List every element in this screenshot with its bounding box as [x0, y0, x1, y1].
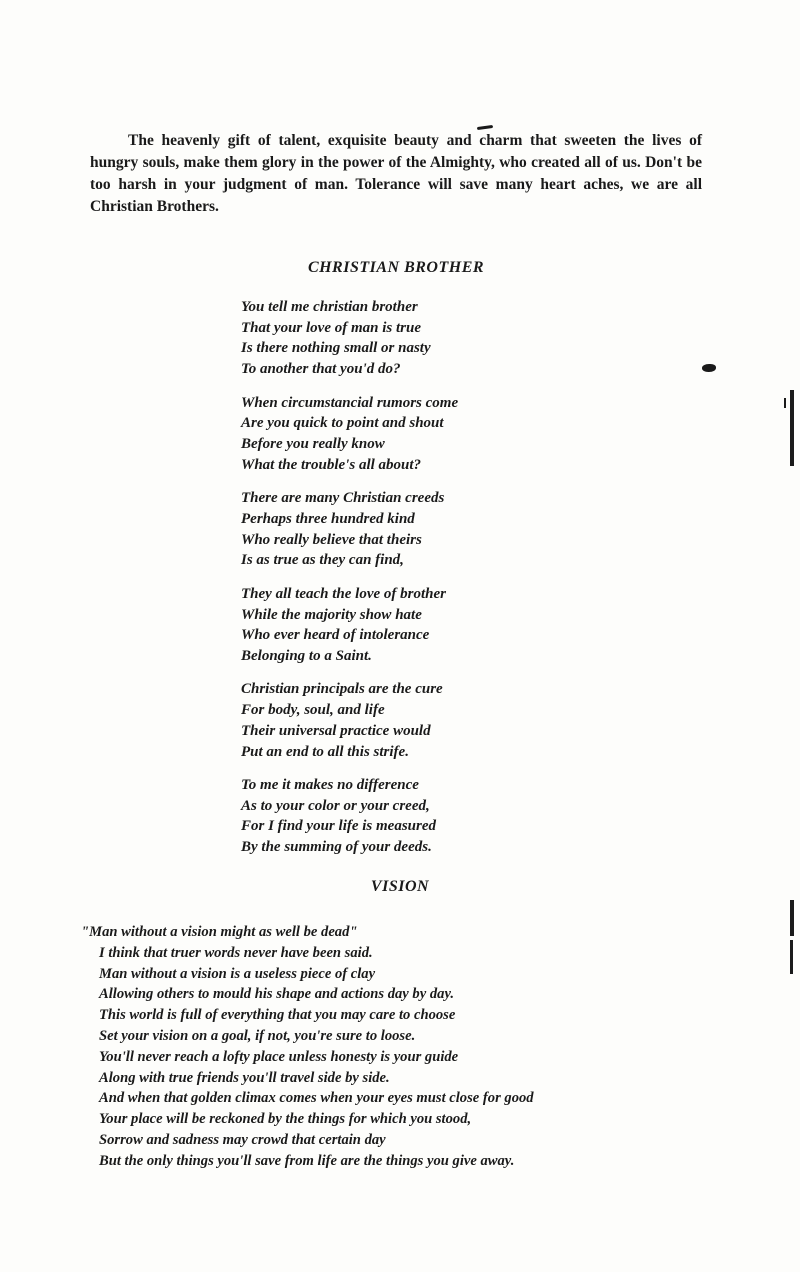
- poem-line: Who ever heard of intolerance: [241, 627, 430, 644]
- poem-title-vision: VISION: [370, 878, 430, 895]
- poem-line: And when that golden climax comes when your eyes must close for good: [99, 1090, 534, 1107]
- poem-line: Your place will be reckoned by the things for which you stood,: [99, 1111, 472, 1128]
- poem-line: Sorrow and sadness may crowd that certain day: [99, 1131, 386, 1148]
- stanza: [241, 679, 581, 762]
- poem-line: For body, soul, and life: [241, 702, 385, 719]
- scan-margin-mark: [790, 390, 794, 466]
- stanza: [241, 297, 581, 380]
- stanza: [241, 393, 581, 476]
- poem-vision: [81, 922, 719, 1172]
- poem-line: Perhaps three hundred kind: [241, 510, 415, 527]
- stanza: [241, 775, 581, 858]
- poem-line: For I find your life is measured: [241, 818, 437, 835]
- poem-christian-brother: [241, 297, 581, 871]
- poem-line: But the only things you'll save from life are the things you give away.: [99, 1152, 515, 1169]
- ink-blot: [702, 364, 716, 372]
- poem-line: You tell me christian brother: [241, 299, 418, 315]
- scan-margin-mark: [790, 900, 794, 936]
- poem-line: Before you really know: [241, 436, 385, 453]
- poem-title-christian-brother: CHRISTIAN BROTHER: [307, 259, 485, 276]
- poem-line: Are you quick to point and shout: [241, 415, 444, 432]
- poem-line: While the majority show hate: [241, 606, 422, 623]
- poem-line: That your love of man is true: [241, 319, 422, 336]
- poem-line: Who really believe that theirs: [241, 531, 422, 548]
- poem-line: Set your vision on a goal, if not, you're sure to loose.: [99, 1027, 416, 1044]
- poem-line: "Man without a vision might as well be dead": [81, 924, 358, 940]
- poem-line: This world is full of everything that you may care to choose: [99, 1007, 456, 1024]
- scan-margin-mark: [790, 940, 793, 974]
- poem-line: Along with true friends you'll travel side by side.: [99, 1069, 390, 1086]
- poem-line: Put an end to all this strife.: [241, 743, 409, 760]
- poem-line: To another that you'd do?: [241, 361, 401, 378]
- poem-line: As to your color or your creed,: [241, 797, 430, 814]
- scan-margin-mark: [784, 398, 786, 408]
- poem-line: Is as true as they can find,: [241, 552, 404, 569]
- poem-line: Their universal practice would: [241, 722, 431, 739]
- poem-line: Is there nothing small or nasty: [241, 340, 431, 357]
- poem-line: Allowing others to mould his shape and actions day by day.: [99, 986, 455, 1003]
- intro-paragraph: The heavenly gift of talent, exquisite beauty and charm that sweeten the lives of hungry souls, make them glory in the power of the Almighty, who created all of us. Don't be too harsh in your judgment of man. Tolerance will save many heart aches, we are all Christian Brothers.: [90, 132, 702, 215]
- poem-line: Belonging to a Saint.: [241, 647, 372, 664]
- poem-line: What the trouble's all about?: [241, 456, 422, 473]
- poem-line: To me it makes no difference: [241, 777, 419, 794]
- stanza: [241, 488, 581, 571]
- poem-line: There are many Christian creeds: [241, 490, 445, 507]
- stanza: [241, 584, 581, 667]
- poem-line: Man without a vision is a useless piece of clay: [99, 965, 376, 982]
- poem-line: Christian principals are the cure: [241, 681, 443, 698]
- poem-line: By the summing of your deeds.: [241, 839, 432, 856]
- poem-line: You'll never reach a lofty place unless honesty is your guide: [99, 1048, 459, 1065]
- poem-line: When circumstancial rumors come: [241, 394, 459, 411]
- poem-line: They all teach the love of brother: [241, 585, 446, 602]
- poem-line: I think that truer words never have been said.: [99, 944, 373, 961]
